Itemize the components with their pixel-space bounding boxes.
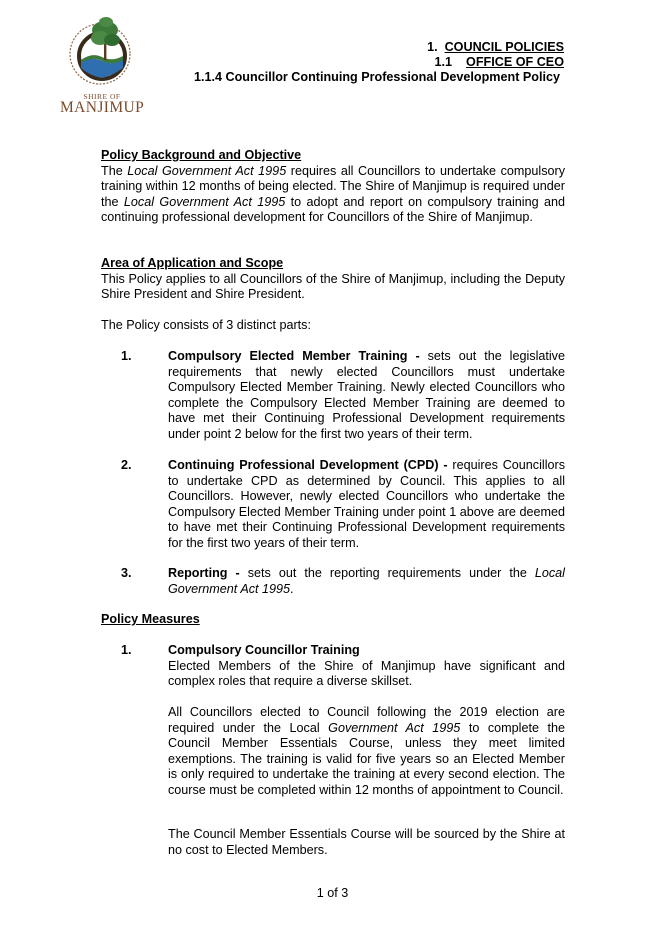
measures-heading: Policy Measures [101, 612, 200, 626]
header-line1 [427, 40, 564, 55]
header-subsection-title: OFFICE OF CEO [466, 55, 564, 69]
measure-paragraph: All Councillors elected to Council following the 2019 election are required under the Local Government Act 1995 to complete the Council Member Essentials Course, unless they meet limited exemptions. The training is valid for five years so an Elected Member is only required to undertake the training at every second election. The course must be completed within 12 months of appointment to Council. [168, 705, 565, 797]
header-policy-title: 1.1.4 Councillor Continuing Professional Development Policy [194, 70, 560, 84]
background-heading: Policy Background and Objective [101, 148, 302, 162]
background-section [101, 148, 565, 226]
page-number: 1 of 3 [316, 886, 349, 900]
background-paragraph: The Local Government Act 1995 requires all Councillors to undertake compulsory training within 12 months of being elected. The Shire of Manjimup is required under the Local Government Act 1995 to adopt and report on compulsory training and continuing professional development for Councillors of the Shire of Manjimup. [101, 163, 566, 225]
part-number: 2. [121, 458, 132, 472]
scope-heading: Area of Application and Scope [101, 256, 284, 270]
measure-item [168, 643, 565, 690]
measure-paragraph: Elected Members of the Shire of Manjimup have significant and complex roles that require a diverse skillset. [168, 658, 565, 689]
part-item: Reporting - sets out the reporting requirements under the Local Government Act 1995. [168, 566, 565, 596]
logo-line2: MANJIMUP [60, 99, 145, 117]
measure-title: Compulsory Councillor Training [168, 643, 360, 657]
part-number: 1. [121, 349, 132, 363]
header-section-number: 1. [427, 40, 438, 54]
scope-parts-intro: The Policy consists of 3 distinct parts: [101, 318, 311, 332]
logo-emblem-icon [60, 16, 144, 88]
part-item: Compulsory Elected Member Training - sets out the legislative requirements that newly elected Councillors must undertake Compulsory Elected Member Training. Newly elected Councillors who complete the Compulsory Elected Member Training are deemed to have met their Continuing Professional Development requirements under point 2 below for the first two years of their term. [168, 349, 565, 441]
measure-number: 1. [121, 643, 132, 657]
part-item: Continuing Professional Development (CPD) - requires Councillors to undertake CPD as determined by Council. This applies to all Councillors. However, newly elected Councillors who undertake the Compulsory Elected Member Training under point 1 above are deemed to have met their Continuing Professional Development requirements for the first two years of their term. [168, 458, 565, 550]
scope-paragraph: This Policy applies to all Councillors of the Shire of Manjimup, including the Deputy Shire President and Shire President. [101, 271, 565, 302]
logo-line1: SHIRE OF [83, 91, 121, 101]
part-number: 3. [121, 566, 132, 580]
shire-logo [60, 16, 144, 116]
measure-paragraph: The Council Member Essentials Course will be sourced by the Shire at no cost to Elected Members. [168, 827, 565, 857]
header-section-title: COUNCIL POLICIES [444, 40, 564, 54]
header-subsection-number: 1.1 [434, 55, 453, 69]
header-line2 [435, 55, 564, 70]
scope-section [101, 256, 565, 303]
